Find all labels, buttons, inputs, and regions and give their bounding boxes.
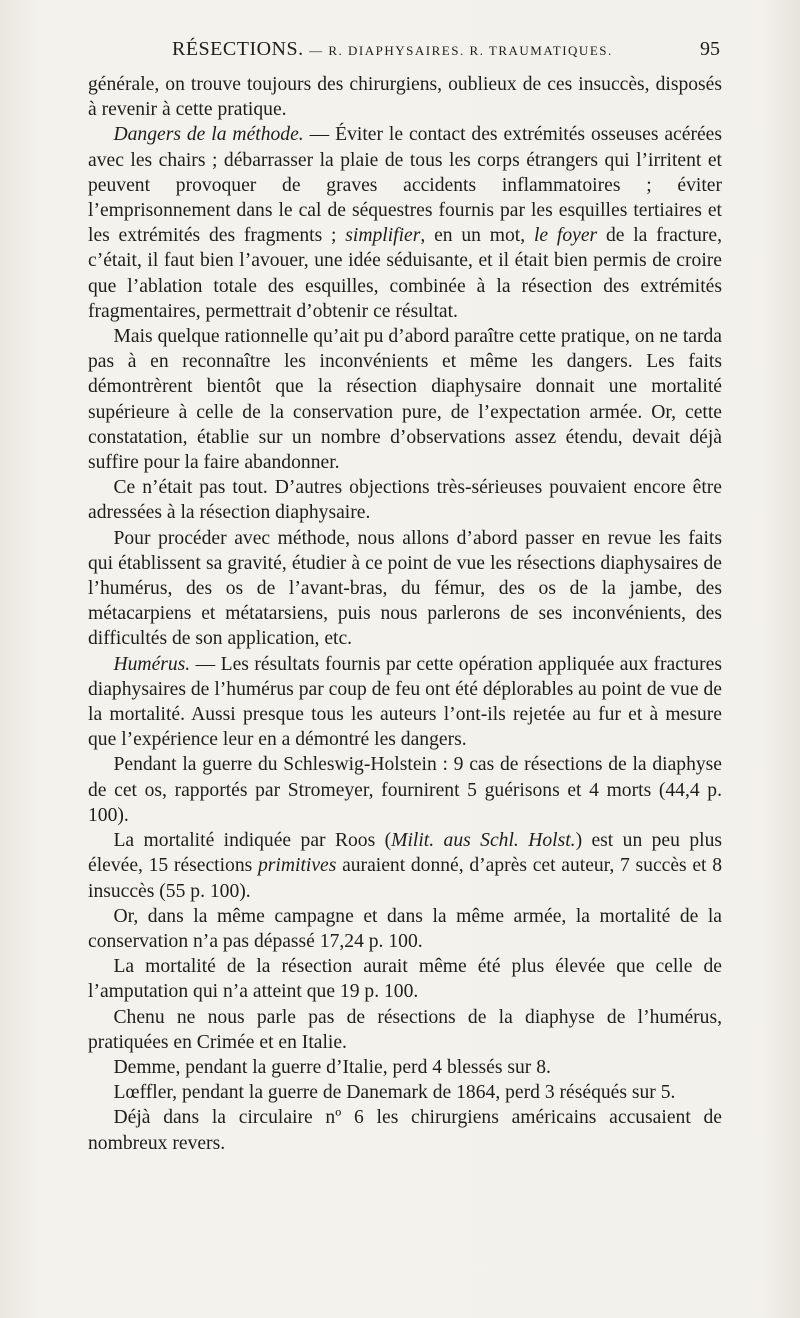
text-run: Pour procéder avec méthode, nous allons d’abord passer en revue les faits qui établissent sa gravité, étudier à ce point de vue les résections diaphysaires de l’humérus, des os de l’avant-bras, du fémur, des os de la jambe, des métacarpiens et métatarsiens, puis nous parlerons de ses inconvénients, des difficultés de son application, etc. bbox=[88, 527, 722, 650]
running-header bbox=[0, 38, 800, 68]
italic-text: le foyer bbox=[533, 225, 598, 247]
paragraph bbox=[88, 122, 722, 324]
text-run: ) est un peu plus élevée, 15 résections bbox=[88, 830, 722, 877]
italic-text: Milit. aus Schl. Holst. bbox=[391, 830, 576, 852]
text-run: — Éviter le contact des extrémités osseuses acérées avec les chairs ; débarrasser la plaie de tous les corps étrangers qui l’irritent et peuvent provoquer de graves accidents inflammatoires ; éviter l’emprisonnement dans le cal de séquestres fournis par les esquilles tertiaires et les extrémités des fragments ; bbox=[88, 124, 722, 247]
paragraph bbox=[88, 72, 722, 122]
italic-text: primitives bbox=[257, 855, 337, 877]
running-title-main: RÉSECTIONS. bbox=[172, 38, 304, 60]
page-number: 95 bbox=[700, 38, 720, 60]
paragraph bbox=[88, 324, 722, 475]
paragraph bbox=[88, 904, 722, 954]
text-run: La mortalité indiquée par Roos ( bbox=[113, 830, 392, 852]
paragraph bbox=[88, 752, 722, 828]
paragraph bbox=[88, 954, 722, 1004]
text-run: Or, dans la même campagne et dans la même armée, la mortalité de la conservation n’a pas dépassé 17,24 p. 100. bbox=[88, 905, 722, 952]
paragraph bbox=[88, 1080, 722, 1105]
text-run: générale, on trouve toujours des chirurgiens, oublieux de ces insuccès, disposés à revenir à cette pratique. bbox=[88, 74, 722, 121]
paragraph bbox=[88, 828, 722, 904]
text-run: Chenu ne nous parle pas de résections de la diaphyse de l’humérus, pratiquées en Crimée et en Italie. bbox=[88, 1006, 722, 1053]
paragraph bbox=[88, 1005, 722, 1055]
italic-text: simplifier bbox=[345, 225, 421, 247]
text-run: Mais quelque rationnelle qu’ait pu d’abord paraître cette pratique, on ne tarda pas à en reconnaître les inconvénients et même les dangers. Les faits démontrèrent bientôt que la résection diaphysaire donnait une mortalité supérieure à celle de la conservation pure, de l’expectation armée. Or, cette constatation, établie sur un nombre d’observations assez étendu, devait déjà suffire pour la faire abandonner. bbox=[88, 326, 722, 474]
italic-text: Humérus. bbox=[113, 653, 191, 675]
paragraph bbox=[88, 475, 722, 525]
text-run: Lœffler, pendant la guerre de Danemark de 1864, perd 3 réséqués sur 5. bbox=[113, 1082, 676, 1104]
body-text bbox=[88, 72, 722, 1156]
running-subtitle: — R. DIAPHYSAIRES. R. TRAUMATIQUES. bbox=[309, 43, 613, 58]
paragraph bbox=[88, 652, 722, 753]
paragraph bbox=[88, 1105, 722, 1155]
text-run: Pendant la guerre du Schleswig-Holstein : 9 cas de résections de la diaphyse de cet os, rapportés par Stromeyer, fournirent 5 guérisons et 4 morts (44,4 p. 100). bbox=[88, 754, 722, 826]
text-run: , en un mot, bbox=[420, 225, 534, 247]
text-run: de la fracture, c’était, il faut bien l’avouer, une idée séduisante, et il était bien permis de croire que l’ablation totale des esquilles, combinée à la résection des extrémités fragmentaires, permettrait d’obtenir ce résultat. bbox=[88, 225, 722, 322]
text-run: Ce n’était pas tout. D’autres objections très-sérieuses pouvaient encore être adressées à la résection diaphysaire. bbox=[88, 477, 722, 524]
paragraph bbox=[88, 526, 722, 652]
running-title bbox=[172, 38, 613, 61]
text-run: Déjà dans la circulaire nº 6 les chirurgiens américains accusaient de nombreux revers. bbox=[88, 1107, 722, 1154]
paragraph bbox=[88, 1055, 722, 1080]
text-run: Demme, pendant la guerre d’Italie, perd 4 blessés sur 8. bbox=[113, 1056, 551, 1078]
text-run: — Les résultats fournis par cette opération appliquée aux fractures diaphysaires de l’humérus par coup de feu ont été déplorables au point de vue de la mortalité. Aussi presque tous les auteurs l’ont-ils rejetée au fur et à mesure que l’expérience leur en a démontré les dangers. bbox=[88, 653, 722, 751]
text-run: auraient donné, d’après cet auteur, 7 succès et 8 insuccès (55 p. 100). bbox=[88, 855, 723, 902]
text-run: La mortalité de la résection aurait même été plus élevée que celle de l’amputation qui n’a atteint que 19 p. 100. bbox=[88, 956, 722, 1003]
italic-text: Dangers de la méthode. bbox=[113, 124, 304, 146]
